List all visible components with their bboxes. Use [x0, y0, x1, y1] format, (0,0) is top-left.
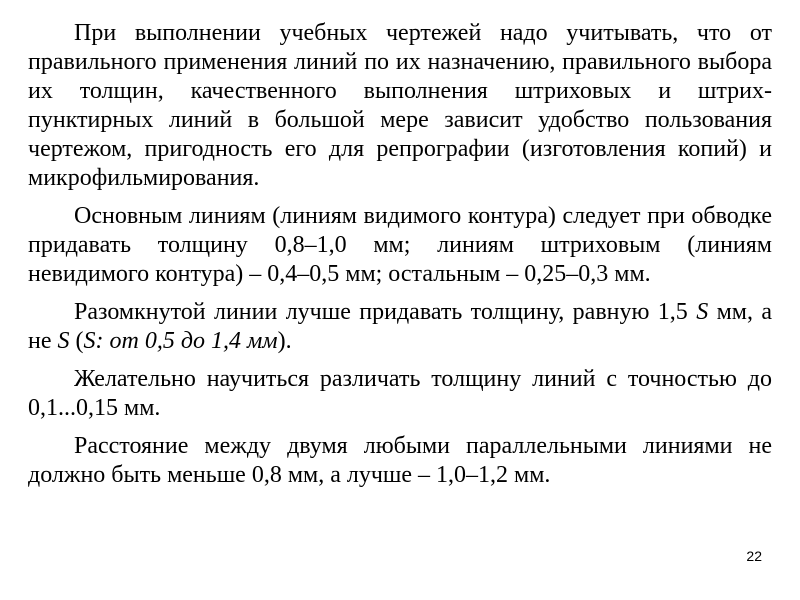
open-line-text-2: мм, а не — [28, 299, 772, 354]
paragraph-open-line — [28, 298, 772, 356]
s-range-note: S: от 0,5 до 1,4 мм — [83, 328, 278, 354]
slide-body — [28, 19, 772, 499]
open-line-text-3: ( — [69, 328, 84, 354]
page-number: 22 — [746, 548, 762, 564]
symbol-s: S — [57, 328, 70, 354]
paragraph-drawing-lines: При выполнении учебных чертежей надо учитывать, что от правильного применения линий по их назначению, правильного выбора их толщин, качественного выполнения штриховых и штрих-пунктирных линий в большой мере зависит удобство пользования чертежом, пригодность его для репрографии (изготовления копий) и микрофильмирования. — [28, 20, 772, 191]
symbol-s: S — [696, 299, 709, 325]
open-line-text-4: ). — [277, 328, 292, 354]
paragraph-line-thickness: Основным линиям (линиям видимого контура) следует при обводке придавать толщину 0,8–1,0 мм; линиям штриховым (линиям невидимого контура) – 0,4–0,5 мм; остальным – 0,25–0,3 мм. — [28, 203, 772, 287]
paragraph-precision: Желательно научиться различать толщину линий с точностью до 0,1...0,15 мм. — [28, 366, 772, 421]
paragraph-line-spacing: Расстояние между двумя любыми параллельными линиями не должно быть меньше 0,8 мм, а лучше – 1,0–1,2 мм. — [28, 433, 772, 488]
open-line-text-1: Разомкнутой линии лучше придавать толщину, равную 1,5 — [74, 299, 697, 325]
